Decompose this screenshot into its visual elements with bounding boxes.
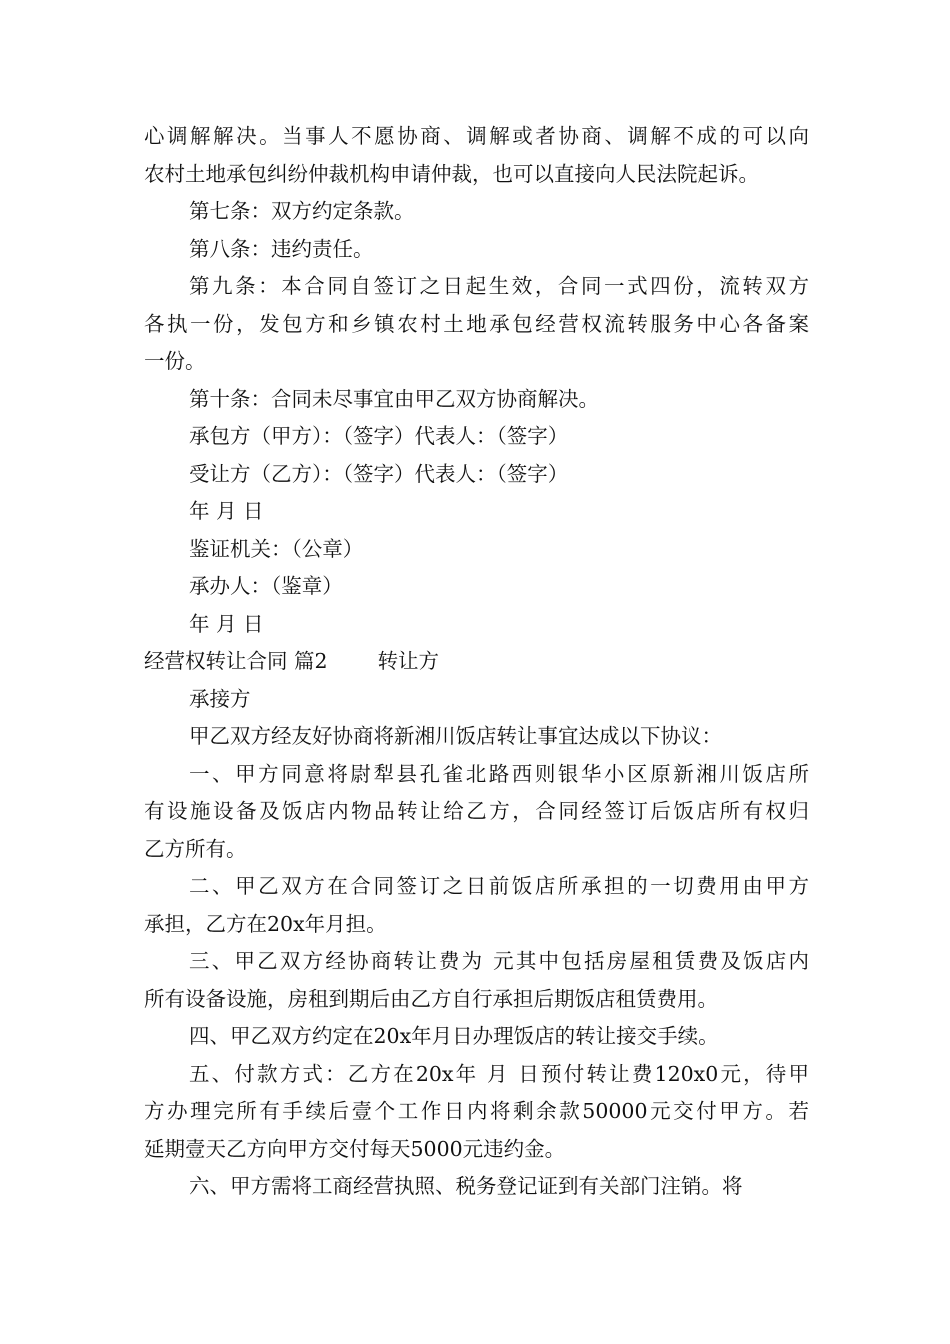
contract-section-2	[144, 681, 809, 1206]
text-line: 承担，乙方在20x年月担。	[144, 911, 387, 936]
text-line: 甲乙双方经友好协商将新湘川饭店转让事宜达成以下协议：	[189, 724, 722, 748]
paragraph	[144, 118, 809, 193]
section-heading	[144, 643, 809, 681]
text-line: 一、甲方同意将尉犁县孔雀北路西则银华小区原新湘川饭店所	[189, 761, 809, 786]
text-line: 三、甲乙双方经协商转让费为 元其中包括房屋租赁费及饭店内	[189, 949, 809, 973]
document-page	[144, 118, 809, 1206]
text-line: 五、付款方式：乙方在20x年 月 日预付转让费120x0元，待甲	[189, 1061, 809, 1086]
paragraph	[144, 381, 809, 419]
text-line: 承接方	[189, 686, 251, 711]
paragraph	[144, 943, 809, 1018]
text-line: 方办理完所有手续后壹个工作日内将剩余款50000元交付甲方。若	[144, 1099, 809, 1123]
text-line: 承包方（甲方）：（签字）代表人：（签字）	[189, 424, 569, 448]
text-line: 第八条：违约责任。	[189, 236, 374, 261]
text-line: 四、甲乙双方约定在20x年月日办理饭店的转让接交手续。	[189, 1024, 719, 1048]
text-line: 受让方（乙方）：（签字）代表人：（签字）	[189, 461, 569, 486]
paragraph	[144, 681, 809, 719]
section-title: 经营权转让合同 篇2	[144, 649, 328, 673]
text-line: 一份。	[144, 349, 206, 373]
paragraph	[144, 868, 809, 943]
text-line: 所有设备设施，房租到期后由乙方自行承担后期饭店租赁费用。	[144, 986, 718, 1011]
text-line: 有设施设备及饭店内物品转让给乙方，合同经签订后饭店所有权归	[144, 799, 809, 823]
text-line: 年 月 日	[189, 499, 264, 523]
text-line: 承办人：（鉴章）	[189, 574, 343, 598]
paragraph	[144, 568, 809, 606]
paragraph	[144, 268, 809, 381]
paragraph	[144, 606, 809, 644]
paragraph	[144, 418, 809, 456]
text-line: 第九条：本合同自签订之日起生效，合同一式四份，流转双方	[189, 274, 809, 298]
text-line: 六、甲方需将工商经营执照、税务登记证到有关部门注销。将	[189, 1174, 743, 1198]
text-line: 延期壹天乙方向甲方交付每天5000元违约金。	[144, 1136, 566, 1161]
section-party: 转让方	[377, 649, 440, 673]
paragraph	[144, 756, 809, 869]
text-line: 鉴证机关：（公章）	[189, 536, 364, 561]
paragraph	[144, 493, 809, 531]
paragraph	[144, 1056, 809, 1169]
paragraph	[144, 531, 809, 569]
paragraph	[144, 193, 809, 231]
text-line: 年 月 日	[189, 611, 264, 636]
contract-section-1	[144, 118, 809, 643]
text-line: 乙方所有。	[144, 836, 247, 861]
paragraph	[144, 718, 809, 756]
paragraph	[144, 1018, 809, 1056]
text-line: 第十条：合同未尽事宜由甲乙双方协商解决。	[189, 386, 599, 411]
text-line: 各执一份，发包方和乡镇农村土地承包经营权流转服务中心各备案	[144, 311, 809, 336]
text-line: 农村土地承包纠纷仲裁机构申请仲裁，也可以直接向人民法院起诉。	[144, 161, 759, 186]
text-line: 心调解解决。当事人不愿协商、调解或者协商、调解不成的可以向	[144, 124, 809, 148]
paragraph	[144, 1168, 809, 1206]
paragraph	[144, 231, 809, 269]
text-line: 第七条：双方约定条款。	[189, 199, 415, 223]
text-line: 二、甲乙双方在合同签订之日前饭店所承担的一切费用由甲方	[189, 874, 809, 898]
paragraph	[144, 456, 809, 494]
